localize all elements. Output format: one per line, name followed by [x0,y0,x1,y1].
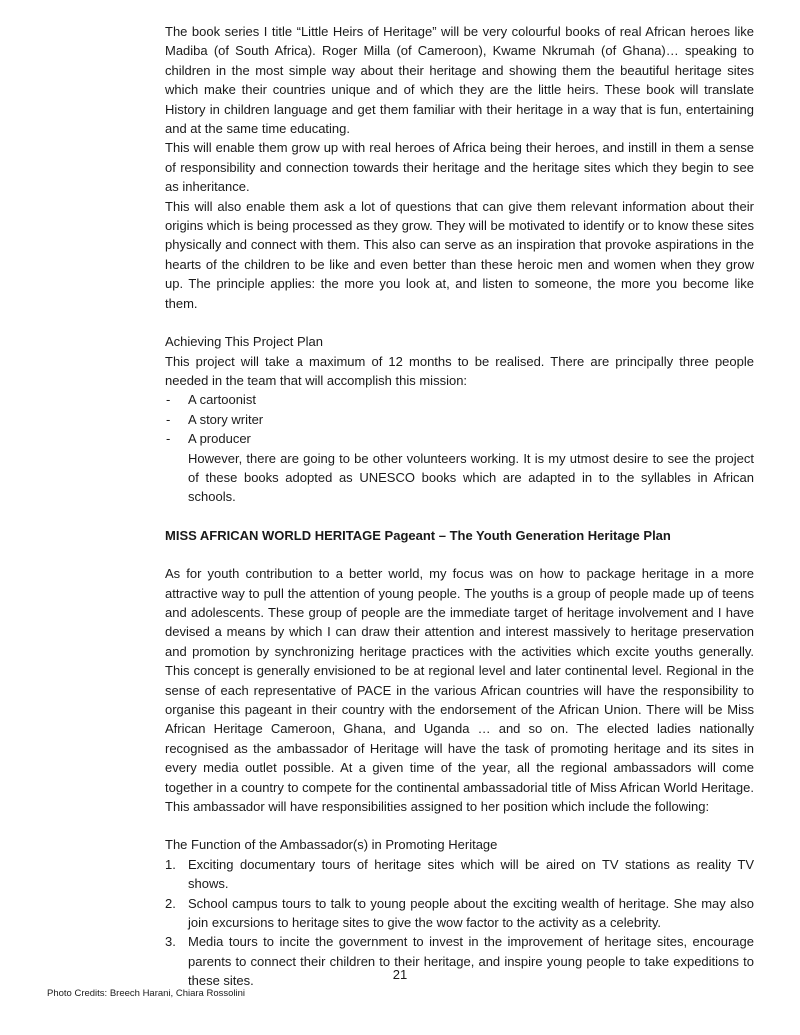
intro-paragraph-questions: This will also enable them ask a lot of questions that can give them relevant information about their origins which is being processed as they grow. They will be motivated to identify or to know these sites physically and connect with them. This also can serve as an inspiration that provoke aspirations in the hearts of the children to be like and even better than these heroic men and women when they grow up. The principle applies: the more you look at, and listen to someone, the more you become like them. [165,198,754,311]
spacer [165,545,754,564]
list-item-text: Exciting documentary tours of heritage sites which will be aired on TV stations as reality TV shows. [188,856,754,892]
team-list [165,390,754,448]
list-number: 2. [165,895,176,911]
list-item [165,894,754,933]
project-plan-intro: This project will take a maximum of 12 months to be realised. There are principally three people needed in the team that will accomplish this mission: [165,353,754,388]
pageant-body: As for youth contribution to a better world, my focus was on how to package heritage in a more attractive way to pull the attention of young people. The youths is a group of people made up of teens and adolescents. These group of people are the immediate target of heritage involvement and I have devised a means by which I can draw their attention and interest massively to heritage preservation and promotion by synchronizing heritage practices with the activities which excite youths generally. This concept is generally envisioned to be at regional level and later continental level. Regional in the sense of each representative of PACE in the various African countries will have the responsibility to organise this pageant in their country with the endorsement of the African Union. There will be Miss African Heritage Cameroon, Ghana, and Uganda … and so on. The elected ladies nationally recognised as the ambassador of Heritage will have the task of promoting heritage and its sites in every media outlet possible. At a given time of the year, all the regional ambassadors will come together in a country to compete for the continental ambassadorial title of Miss African World Heritage. This ambassador will have responsibilities assigned to her position which include the following: [165,566,754,815]
list-item-text: Media tours to incite the government to invest in the improvement of heritage sites, encourage parents to connect their children to their heritage, and inspire young people to take expeditions to these sites. [188,934,754,989]
list-item: - A story writer [165,410,754,429]
page-number: 21 [392,967,408,982]
intro-paragraph-heroes: This will enable them grow up with real heroes of Africa being their heroes, and instill in them a sense of responsibility and connection towards their heritage and the heritage sites which they begin to see as inheritance. [165,140,754,195]
document-page [165,22,754,991]
list-number: 3. [165,934,176,950]
pageant-heading: MISS AFRICAN WORLD HERITAGE Pageant – The Youth Generation Heritage Plan [165,527,671,543]
list-item: - A producer [165,429,754,448]
spacer [165,507,754,526]
intro-paragraph-book-series: The book series I title “Little Heirs of Heritage” will be very colourful books of real African heroes like Madiba (of South Africa). Roger Milla (of Cameroon), Kwame Nkrumah (of Ghana)… speaking to children in the most simple way about their heritage and showing them the beautiful heritage sites which make their countries unique and of which they are the little heirs. These book will translate History in children language and get them familiar with their heritage in a way that is fun, entertaining and at the same time educating. [165,24,754,137]
spacer [165,313,754,332]
list-item: - A cartoonist [165,390,754,409]
project-plan-heading: Achieving This Project Plan [165,334,324,350]
spacer [165,816,754,835]
list-item-text: School campus tours to talk to young people about the exciting wealth of heritage. She may also join excursions to heritage sites to give the wow factor to the activity as a celebrity. [188,895,754,931]
ambassador-heading: The Function of the Ambassador(s) in Promoting Heritage [165,837,498,853]
list-number: 1. [165,856,176,872]
list-item [165,855,754,894]
project-plan-closing: However, there are going to be other volunteers working. It is my utmost desire to see the project of these books adopted as UNESCO books which are adapted in to the syllables in African schools. [188,450,754,505]
photo-credits: Photo Credits: Breech Harani, Chiara Rossolini [47,988,246,999]
